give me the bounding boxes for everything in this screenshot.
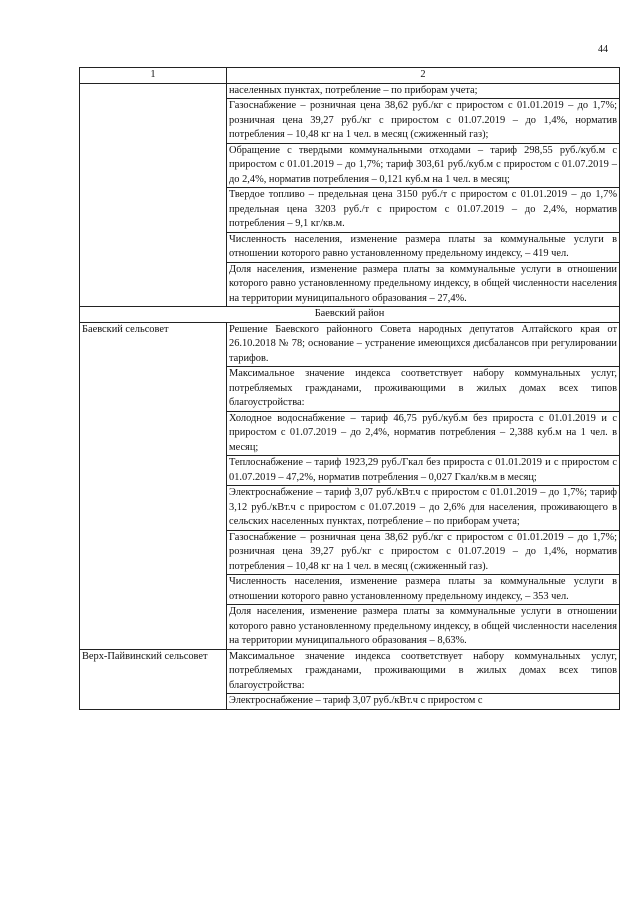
description-paragraph: Максимальное значение индекса соответствует набору коммунальных услуг, потребляемых гражданами, проживающими в жилых домах всех типов благоустройства: — [227, 650, 619, 695]
description-paragraph: Электроснабжение – тариф 3,07 руб./кВт.ч с приростом с 01.01.2019 – до 1,7%; тариф 3,12 руб./кВт.ч с приростом с 01.07.2019 – до 2,6% для населения, проживающего в сельских населенных пунктах, потребление – по приборам учета; — [227, 486, 619, 531]
description-paragraph: Газоснабжение – розничная цена 38,62 руб./кг с приростом с 01.01.2019 – до 1,7%; розничная цена 39,27 руб./кг с приростом с 01.07.2019 – до 1,4%, норматив потребления – 10,48 кг на 1 чел. в месяц (сжиженный газ). — [227, 531, 619, 576]
settlement-cell — [80, 322, 227, 649]
description-paragraph: Доля населения, изменение размера платы за коммунальные услуги в отношении которого равно установленному предельному индексу, в общей численности населения на территории муниципального образования – 8,63%. — [229, 606, 617, 646]
table-row-continued — [80, 83, 620, 307]
table-header-row — [80, 68, 620, 84]
description-paragraph: Теплоснабжение – тариф 1923,29 руб./Гкал без прироста с 01.01.2019 и с приростом с 01.07.2019 – 47,2%, норматив потребления – 0,027 Гкал/кв.м в месяц; — [227, 456, 619, 486]
continued-paragraph: Численность населения, изменение размера платы за коммунальные услуги в отношении которого равно установленному предельному индексу, – 419 чел. — [227, 233, 619, 263]
empty-settlement-cell — [80, 83, 227, 307]
district-title: Баевский район — [80, 307, 620, 323]
continued-paragraph: Обращение с твердыми коммунальными отходами – тариф 298,55 руб./куб.м с приростом с 01.01.2019 – до 1,7%; тариф 303,61 руб./куб.м с приростом с 01.07.2019 – до 2,4%, норматив потребления – 0,121 куб.м на 1 чел. в месяц; — [227, 144, 619, 189]
table-row — [80, 322, 620, 649]
continued-paragraph: населенных пунктах, потребление – по приборам учета; — [227, 84, 619, 100]
column-header-2: 2 — [227, 68, 620, 84]
description-paragraph: Холодное водоснабжение – тариф 46,75 руб./куб.м без прироста с 01.01.2019 и с приростом с 01.07.2019 – до 2,4%, норматив потребления – 2,388 куб.м на 1 чел. в месяц; — [227, 412, 619, 457]
continued-paragraph: Газоснабжение – розничная цена 38,62 руб./кг с приростом с 01.01.2019 – до 1,7%; розничная цена 39,27 руб./кг с приростом с 01.07.2019 – до 1,4%, норматив потребления – 10,48 кг на 1 чел. в месяц (сжиженный газ); — [227, 99, 619, 144]
tariff-table — [79, 67, 620, 710]
continued-paragraph: Твердое топливо – предельная цена 3150 руб./т с приростом с 01.01.2019 – до 1,7% предельная цена 3203 руб./т с приростом с 01.07.2019 – до 2,4%, норматив потребления – 9,1 кг/кв.м. — [227, 188, 619, 233]
description-paragraph: Электроснабжение – тариф 3,07 руб./кВт.ч с приростом с — [229, 695, 483, 706]
district-row — [80, 307, 620, 323]
continued-paragraph: Доля населения, изменение размера платы за коммунальные услуги в отношении которого равно установленному предельному индексу, в общей численности населения на территории муниципального образования – 27,4%. — [229, 263, 617, 304]
description-paragraph: Численность населения, изменение размера платы за коммунальные услуги в отношении которого равно установленному предельному индексу, – 353 чел. — [227, 575, 619, 605]
settlement-name: Верх-Пайвинский сельсовет — [82, 650, 208, 662]
description-paragraph: Максимальное значение индекса соответствует набору коммунальных услуг, потребляемых гражданами, проживающими в жилых домах всех типов благоустройства: — [227, 367, 619, 412]
settlement-cell — [80, 649, 227, 709]
continued-cell — [227, 83, 620, 307]
column-header-1: 1 — [80, 68, 227, 84]
table-row — [80, 649, 620, 709]
settlement-name: Баевский сельсовет — [82, 323, 169, 335]
page-number: 44 — [598, 44, 608, 55]
description-cell — [227, 322, 620, 649]
description-cell — [227, 649, 620, 709]
description-paragraph: Решение Баевского районного Совета народных депутатов Алтайского края от 26.10.2018 № 78; основание – устранение имеющихся дисбалансов при регулировании тарифов. — [227, 323, 619, 368]
